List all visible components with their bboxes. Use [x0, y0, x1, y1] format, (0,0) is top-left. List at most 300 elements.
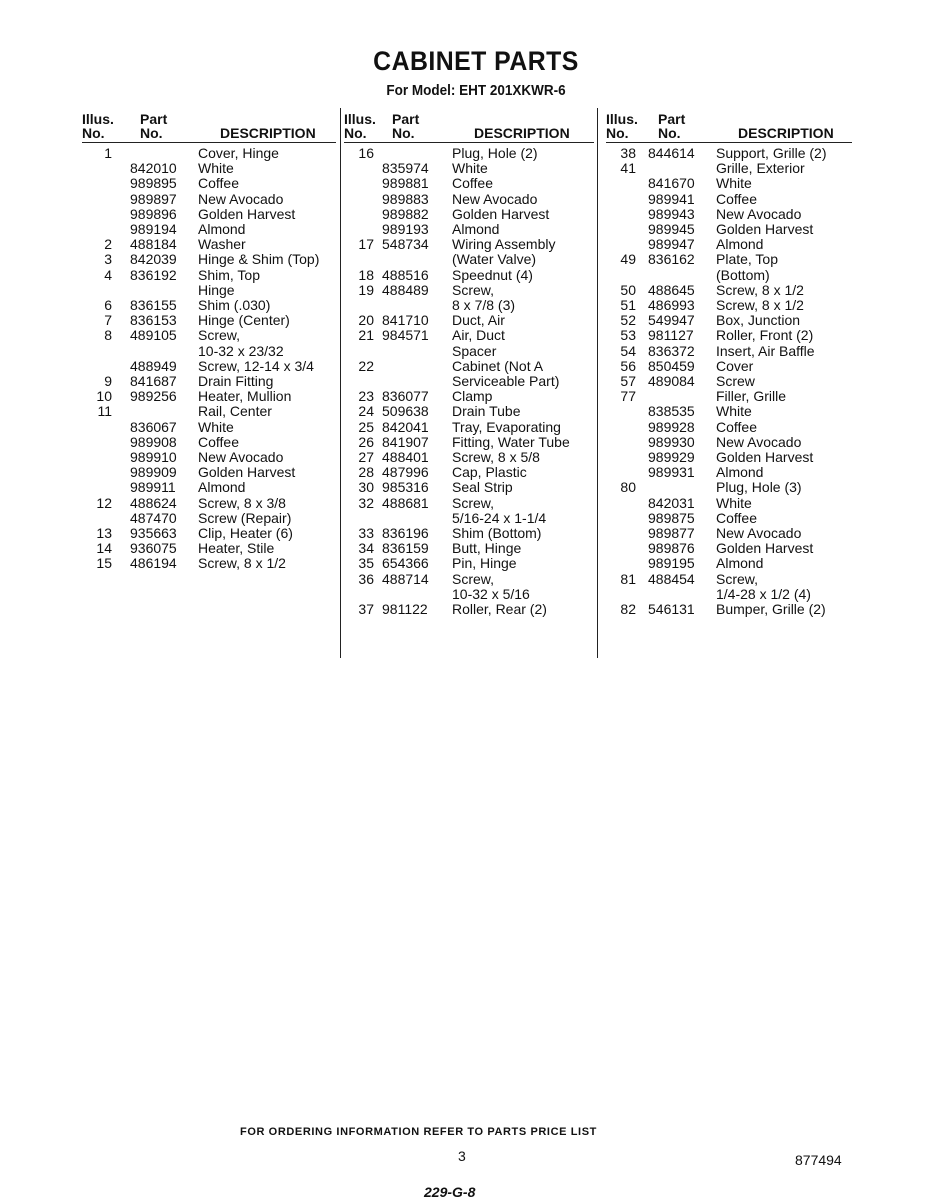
part-description: Coffee: [716, 418, 757, 435]
part-number: 989911: [130, 479, 176, 496]
part-description: 1/4-28 x 1/2 (4): [716, 585, 811, 602]
part-description: New Avocado: [716, 205, 802, 222]
illus-number: 33: [358, 525, 374, 541]
parts-row: [82, 237, 336, 252]
part-description: Screw,: [198, 327, 241, 344]
illus-header: No.: [606, 125, 629, 141]
parts-row: [606, 450, 852, 465]
parts-row: [606, 192, 852, 207]
part-number: 989909: [130, 464, 177, 481]
part-number: 836159: [382, 540, 429, 557]
parts-row: [606, 374, 852, 389]
illus-number: 82: [620, 601, 636, 617]
parts-row: [606, 465, 852, 480]
column-divider: [597, 108, 598, 658]
illus-number: 81: [620, 570, 636, 587]
part-number: 989875: [648, 509, 695, 526]
illus-number: 52: [620, 312, 636, 329]
part-description: White: [716, 175, 752, 192]
model-subtitle: For Model: EHT 201XKWR-6: [386, 82, 566, 99]
parts-row: [606, 420, 852, 435]
parts-row: [606, 207, 852, 222]
illus-number: 20: [358, 312, 374, 329]
parts-row: [344, 161, 594, 176]
part-description: Hinge & Shim (Top): [198, 251, 320, 268]
part-description: Golden Harvest: [198, 205, 296, 222]
part-number: 989877: [648, 525, 695, 541]
part-description: (Bottom): [716, 266, 770, 283]
part-description: Heater, Stile: [198, 540, 275, 557]
parts-row: [344, 511, 594, 526]
part-description: Almond: [198, 221, 246, 237]
part-description: Golden Harvest: [716, 449, 814, 465]
illus-number: 34: [358, 540, 374, 557]
description-header: DESCRIPTION: [220, 125, 316, 141]
part-description: Tray, Evaporating: [452, 418, 561, 435]
page-number: 3: [458, 1148, 466, 1164]
parts-row: [344, 572, 594, 587]
part-number: 989876: [648, 540, 695, 557]
parts-row: [606, 359, 852, 374]
part-number: 844614: [648, 145, 695, 161]
illus-number: 36: [358, 570, 374, 587]
part-number: 841670: [648, 175, 695, 192]
parts-row: [82, 450, 336, 465]
part-description: Almond: [198, 479, 246, 496]
part-number: 836192: [130, 266, 177, 283]
illus-number: 4: [104, 266, 112, 283]
parts-row: [606, 480, 852, 495]
parts-row: [606, 541, 852, 556]
part-number: 989945: [648, 221, 695, 237]
part-number: 842041: [382, 418, 429, 435]
part-header: Part: [658, 111, 686, 127]
parts-row: [344, 176, 594, 191]
parts-row: [606, 572, 852, 587]
part-description: 8 x 7/8 (3): [452, 297, 516, 313]
part-number: 488714: [382, 570, 429, 587]
parts-row: [82, 556, 336, 571]
parts-row: [344, 435, 594, 450]
part-number: 989910: [130, 449, 177, 465]
part-description: Screw, 8 x 5/8: [452, 449, 540, 465]
parts-row: [606, 328, 852, 343]
part-description: Screw, 8 x 1/2: [716, 297, 804, 313]
part-description: White: [198, 160, 234, 177]
parts-row: [606, 176, 852, 191]
illus-number: 18: [358, 266, 374, 283]
part-number: 842039: [130, 251, 177, 268]
part-description: Screw,: [452, 281, 495, 298]
parts-row: [344, 328, 594, 343]
illus-number: 30: [358, 479, 374, 496]
part-number: 989943: [648, 205, 695, 222]
illus-header: No.: [344, 125, 367, 141]
parts-row: [344, 192, 594, 207]
illus-number: 28: [358, 464, 374, 481]
parts-row: [344, 602, 594, 617]
part-description: Drain Tube: [452, 403, 521, 420]
part-number: 489084: [648, 373, 695, 389]
illus-number: 49: [620, 251, 636, 268]
document-code: 229-G-8: [424, 1184, 476, 1200]
illus-number: 23: [358, 388, 374, 405]
part-description: Golden Harvest: [198, 464, 296, 481]
part-description: Hinge: [198, 281, 235, 298]
part-description: White: [452, 160, 488, 177]
part-description: Heater, Mullion: [198, 388, 292, 405]
part-number: 486194: [130, 555, 177, 572]
parts-row: [606, 587, 852, 602]
part-number: 989908: [130, 433, 177, 450]
part-description: Drain Fitting: [198, 373, 274, 389]
part-number: 488949: [130, 357, 177, 374]
part-description: Golden Harvest: [716, 221, 814, 237]
part-description: Clamp: [452, 388, 493, 405]
part-description: Cover, Hinge: [198, 145, 279, 161]
part-description: Almond: [716, 236, 764, 253]
illus-number: 32: [358, 494, 374, 511]
parts-row: [82, 541, 336, 556]
part-number: 989928: [648, 418, 695, 435]
parts-row: [344, 298, 594, 313]
part-number: 654366: [382, 555, 429, 572]
illus-number: 37: [358, 601, 374, 617]
parts-row: [82, 222, 336, 237]
parts-row: [606, 268, 852, 283]
illus-number: 25: [358, 418, 374, 435]
parts-row: [606, 602, 852, 617]
illus-number: 51: [620, 297, 636, 313]
part-description: Grille, Exterior: [716, 160, 805, 177]
illus-number: 3: [104, 251, 112, 268]
part-description: Pin, Hinge: [452, 555, 517, 572]
part-number: 850459: [648, 357, 695, 374]
parts-row: [82, 374, 336, 389]
parts-row: [344, 556, 594, 571]
document-number: 877494: [795, 1152, 842, 1168]
part-number: 989947: [648, 236, 695, 253]
part-description: Screw, 8 x 3/8: [198, 494, 286, 511]
part-description: Insert, Air Baffle: [716, 342, 815, 359]
part-description: White: [716, 494, 752, 511]
part-description: 10-32 x 23/32: [198, 342, 284, 359]
illus-header: Illus.: [606, 111, 638, 127]
parts-row: [82, 298, 336, 313]
parts-row: [606, 496, 852, 511]
part-number: 989881: [382, 175, 429, 192]
part-description: White: [198, 418, 234, 435]
part-number: 488681: [382, 494, 429, 511]
part-number: 989929: [648, 449, 695, 465]
parts-row: [606, 161, 852, 176]
part-number: 836155: [130, 297, 177, 313]
part-number: 989895: [130, 175, 177, 192]
part-number: 981122: [382, 601, 428, 617]
illus-number: 10: [96, 388, 112, 405]
part-header: No.: [140, 125, 163, 141]
parts-row: [606, 526, 852, 541]
parts-row: [82, 328, 336, 343]
part-number: 836067: [130, 418, 177, 435]
parts-row: [82, 192, 336, 207]
part-description: Almond: [452, 221, 500, 237]
header-rule: [82, 142, 336, 143]
parts-row: [82, 480, 336, 495]
part-description: Almond: [716, 464, 764, 481]
part-description: Duct, Air: [452, 312, 505, 329]
part-description: Shim (Bottom): [452, 525, 542, 541]
illus-number: 1: [104, 145, 112, 161]
part-description: Roller, Front (2): [716, 327, 814, 344]
part-description: Screw: [716, 373, 755, 389]
part-description: Coffee: [716, 509, 757, 526]
parts-row: [82, 496, 336, 511]
part-number: 989882: [382, 205, 429, 222]
parts-row: [606, 344, 852, 359]
part-description: Coffee: [198, 433, 239, 450]
part-number: 989256: [130, 388, 177, 405]
parts-row: [82, 176, 336, 191]
part-number: 546131: [648, 601, 695, 617]
parts-row: [82, 404, 336, 419]
part-number: 488401: [382, 449, 429, 465]
part-number: 936075: [130, 540, 177, 557]
part-number: 488184: [130, 236, 177, 253]
illus-number: 9: [104, 373, 112, 389]
parts-row: [82, 268, 336, 283]
parts-row: [82, 359, 336, 374]
description-header: DESCRIPTION: [738, 125, 834, 141]
parts-row: [606, 283, 852, 298]
parts-row: [344, 465, 594, 480]
illus-number: 17: [358, 236, 374, 253]
illus-number: 12: [96, 494, 112, 511]
part-description: New Avocado: [452, 190, 538, 207]
part-description: Coffee: [452, 175, 493, 192]
part-number: 548734: [382, 236, 429, 253]
part-description: New Avocado: [198, 190, 284, 207]
part-description: Fitting, Water Tube: [452, 433, 570, 450]
part-description: New Avocado: [716, 433, 802, 450]
parts-row: [82, 389, 336, 404]
part-number: 842031: [648, 494, 695, 511]
parts-row: [82, 283, 336, 298]
parts-row: [606, 237, 852, 252]
parts-row: [344, 587, 594, 602]
part-number: 841687: [130, 373, 177, 389]
parts-row: [344, 252, 594, 267]
parts-row: [344, 374, 594, 389]
part-number: 836196: [382, 525, 429, 541]
illus-number: 22: [358, 357, 374, 374]
part-number: 989193: [382, 221, 429, 237]
part-description: Screw, 8 x 1/2: [198, 555, 286, 572]
parts-row: [606, 435, 852, 450]
part-header: Part: [140, 111, 168, 127]
part-number: 989897: [130, 190, 177, 207]
part-description: Filler, Grille: [716, 388, 787, 405]
illus-number: 35: [358, 555, 374, 572]
part-number: 989941: [648, 190, 695, 207]
illus-number: 14: [96, 540, 112, 557]
page-title: CABINET PARTS: [373, 46, 579, 76]
part-description: Plug, Hole (2): [452, 145, 538, 161]
part-description: Roller, Rear (2): [452, 601, 547, 617]
part-number: 989931: [648, 464, 695, 481]
part-description: Cap, Plastic: [452, 464, 527, 481]
parts-row: [82, 420, 336, 435]
parts-row: [82, 465, 336, 480]
part-number: 935663: [130, 525, 177, 541]
part-number: 486993: [648, 297, 695, 313]
part-description: Washer: [198, 236, 246, 253]
part-number: 989930: [648, 433, 695, 450]
part-description: Box, Junction: [716, 312, 801, 329]
description-header: DESCRIPTION: [474, 125, 570, 141]
parts-column-1: [82, 108, 336, 658]
part-description: 10-32 x 5/16: [452, 585, 530, 602]
parts-row: [82, 146, 336, 161]
illus-number: 8: [104, 327, 112, 344]
part-number: 985316: [382, 479, 429, 496]
part-description: Screw (Repair): [198, 509, 292, 526]
illus-number: 7: [104, 312, 112, 329]
part-description: Rail, Center: [198, 403, 272, 420]
part-number: 841907: [382, 433, 429, 450]
part-description: Golden Harvest: [716, 540, 814, 557]
part-description: Butt, Hinge: [452, 540, 522, 557]
parts-row: [344, 480, 594, 495]
part-number: 836372: [648, 342, 695, 359]
parts-row: [82, 313, 336, 328]
part-number: 487996: [382, 464, 429, 481]
part-description: New Avocado: [198, 449, 284, 465]
parts-row: [344, 526, 594, 541]
parts-row: [82, 435, 336, 450]
illus-number: 6: [104, 297, 112, 313]
parts-row: [344, 344, 594, 359]
part-number: 836077: [382, 388, 429, 405]
parts-row: [606, 252, 852, 267]
parts-row: [344, 359, 594, 374]
illus-number: 27: [358, 449, 374, 465]
illus-number: 21: [358, 327, 374, 344]
parts-column-2: [344, 108, 594, 658]
parts-row: [344, 283, 594, 298]
illus-number: 80: [620, 479, 636, 496]
part-number: 488645: [648, 281, 695, 298]
part-number: 842010: [130, 160, 177, 177]
part-description: Screw,: [716, 570, 759, 587]
parts-row: [344, 541, 594, 556]
illus-number: 16: [358, 145, 374, 161]
part-number: 488454: [648, 570, 695, 587]
part-number: 487470: [130, 509, 177, 526]
parts-row: [606, 404, 852, 419]
parts-row: [344, 146, 594, 161]
parts-row: [344, 389, 594, 404]
part-description: Bumper, Grille (2): [716, 601, 826, 617]
header-rule: [606, 142, 852, 143]
part-description: Hinge (Center): [198, 312, 290, 329]
parts-row: [82, 344, 336, 359]
part-number: 838535: [648, 403, 695, 420]
parts-row: [344, 450, 594, 465]
part-description: Spacer: [452, 342, 497, 359]
illus-header: Illus.: [82, 111, 114, 127]
parts-row: [344, 237, 594, 252]
parts-row: [606, 222, 852, 237]
header-rule: [344, 142, 594, 143]
illus-number: 11: [97, 403, 112, 420]
part-number: 836153: [130, 312, 177, 329]
part-description: Screw,: [452, 494, 495, 511]
part-description: Plate, Top: [716, 251, 779, 268]
part-description: Speednut (4): [452, 266, 533, 283]
part-description: Screw, 12-14 x 3/4: [198, 357, 314, 374]
parts-row: [82, 161, 336, 176]
part-number: 488516: [382, 266, 429, 283]
illus-number: 77: [620, 388, 636, 405]
parts-row: [344, 404, 594, 419]
parts-row: [606, 146, 852, 161]
part-description: Serviceable Part): [452, 373, 560, 389]
illus-number: 41: [620, 160, 636, 177]
part-number: 989896: [130, 205, 177, 222]
part-description: Shim (.030): [198, 297, 271, 313]
illus-number: 24: [358, 403, 374, 420]
illus-number: 57: [620, 373, 636, 389]
part-header: Part: [392, 111, 420, 127]
part-description: Air, Duct: [452, 327, 505, 344]
parts-row: [344, 496, 594, 511]
part-number: 549947: [648, 312, 695, 329]
parts-row: [344, 222, 594, 237]
part-description: Shim, Top: [198, 266, 260, 283]
parts-row: [82, 207, 336, 222]
part-description: White: [716, 403, 752, 420]
illus-number: 56: [620, 357, 636, 374]
part-description: Screw,: [452, 570, 495, 587]
parts-row: [606, 313, 852, 328]
part-number: 509638: [382, 403, 429, 420]
part-description: Golden Harvest: [452, 205, 550, 222]
illus-number: 19: [358, 281, 374, 298]
part-number: 989194: [130, 221, 177, 237]
parts-row: [344, 268, 594, 283]
part-header: No.: [658, 125, 681, 141]
part-number: 841710: [382, 312, 429, 329]
part-description: Support, Grille (2): [716, 145, 827, 161]
part-number: 489105: [130, 327, 177, 344]
illus-number: 38: [620, 145, 636, 161]
parts-row: [606, 389, 852, 404]
illus-number: 2: [104, 236, 112, 253]
part-number: 488489: [382, 281, 429, 298]
part-description: Cover: [716, 357, 754, 374]
part-description: Almond: [716, 555, 764, 572]
part-description: Coffee: [716, 190, 757, 207]
parts-row: [82, 511, 336, 526]
part-description: Wiring Assembly: [452, 236, 556, 253]
parts-column-3: [606, 108, 856, 658]
illus-number: 13: [96, 525, 112, 541]
column-divider: [340, 108, 341, 658]
part-number: 836162: [648, 251, 695, 268]
part-description: Screw, 8 x 1/2: [716, 281, 804, 298]
part-number: 488624: [130, 494, 177, 511]
